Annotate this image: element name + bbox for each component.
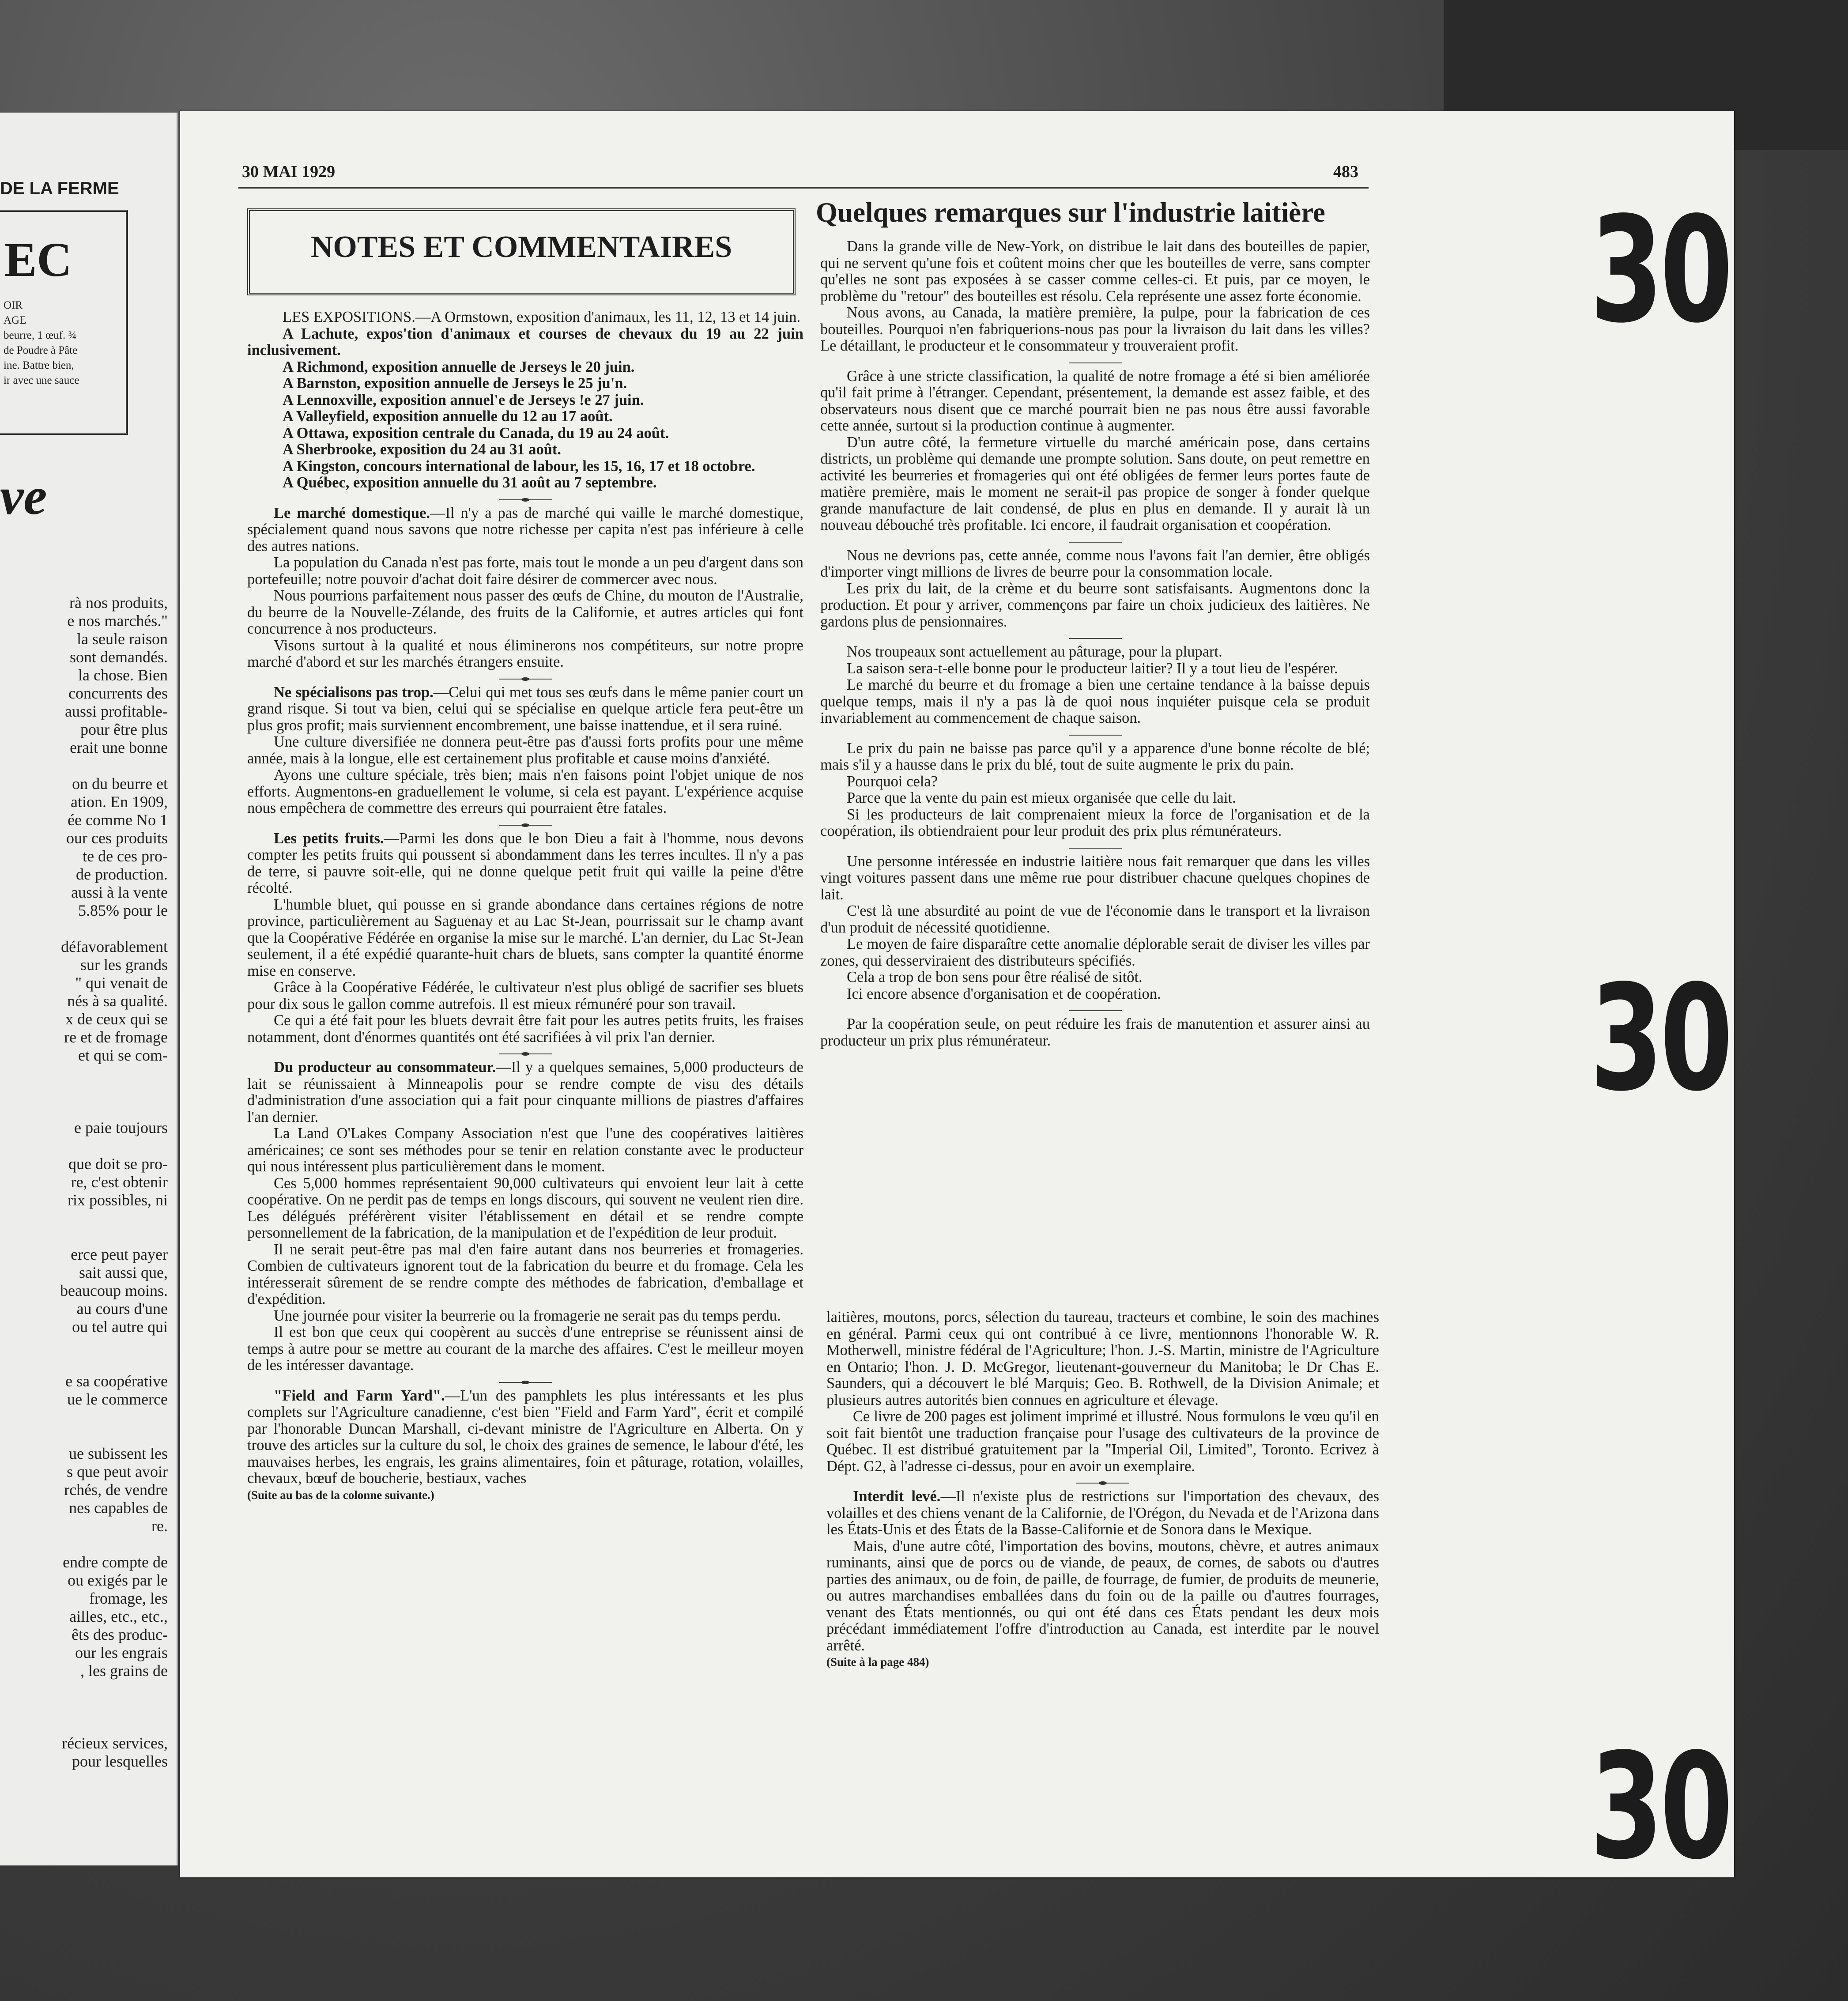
paragraph: —L'un des pamphlets les plus intéressants et les plus complets sur l'Agriculture canadienne, c'est bien "Field and Farm Yard", écrit et compilé par l'honorable Duncan Marshall, ci-devant ministre de l'Agriculture en Alberta. On y trouve des articles sur la culture du sol, le choix des graines de semence, le labour d'été, les mauvaises herbes, les engrais, les grains alimentaires, foin et pâturage, rotation, volailles, chevaux, bœuf de boucherie, bestiaux, vaches [247,1387,803,1487]
recipe-line: ir avec une sauce [4,374,79,386]
column-continuation [826,1309,1379,1671]
exhibition-item: A Ottawa, exposition centrale du Canada, du 19 au 24 août. [283,424,669,442]
paragraph: La saison sera-t-elle bonne pour le producteur laitier? Il y a tout lieu de l'espérer. [847,660,1338,677]
paragraph: —Celui qui met tous ses œufs dans le même panier court un grand risque. Si tout va bien, celui qui se spécialise en quelque article fera peut-être un plus gros profit; mais surviennent encombrement, une baisse inattendue, et il sera ruiné. [247,683,803,734]
paragraph: Cela a trop de bon sens pour être réalisé de sitôt. [847,969,1143,985]
paragraph: Visons surtout à la qualité et nous éliminerons nos compétiteurs, sur notre propre marché d'abord et sur les marchés étrangers ensuite. [247,637,803,670]
column-laitiere [820,238,1370,1049]
text-fragment: la chose. Bien [78,666,168,684]
separator [1069,542,1122,543]
text-fragment: e sa coopérative [65,1372,168,1390]
text-fragment: que doit se pro- [68,1155,168,1173]
text-fragment: nes capables de [69,1499,168,1517]
notes-title-box [247,208,796,295]
left-page-column [0,594,168,1771]
paragraph: La Land O'Lakes Company Association n'est que l'une des coopératives laitières américaines; ce sont ses méthodes pour se tenir en relation constante avec le producteur qui nous intéressent plus particulièrement dans le moment. [247,1125,803,1175]
text-fragment [0,920,168,938]
text-fragment [0,1716,168,1734]
text-fragment [0,757,168,775]
paragraph: Une culture diversifiée ne donnera peut-être pas d'aussi forts profits pour une même année, mais à la longue, elle est certainement plus profitable et cause moins d'anxiété. [247,733,803,767]
exhibition-item: A Sherbrooke, exposition du 24 au 31 août. [283,441,562,458]
article-petits-fruits [247,831,803,1046]
article-marche-domestique [247,505,803,671]
separator [1069,848,1122,849]
article-producteur [247,1059,803,1374]
paragraph: —Il y a quelques semaines, 5,000 producteurs de lait se réunissaient à Minneapolis pour se rendre compte de visu des détails d'administration d'une association qui a fait pour cinquante millions de piastres d'affaires l'an dernier. [247,1059,803,1125]
text-fragment [0,1137,168,1155]
continuation-note: (Suite à la page 484) [826,1655,929,1669]
exhibition-item: A Lachute, expos'tion d'animaux et courses de chevaux du 19 au 22 juin inclusivement. [247,325,803,359]
text-fragment: fromage, les [89,1589,168,1607]
text-fragment: " qui venait de [75,974,168,992]
text-fragment: et qui se com- [78,1046,168,1064]
text-fragment: re et de fromage [64,1028,168,1046]
paragraph: Une journée pour visiter la beurrerie ou la fromagerie ne serait pas du temps perdu. [274,1307,781,1324]
text-fragment: re, c'est obtenir [71,1173,168,1191]
paragraph: Dans la grande ville de New-York, on distribue le lait dans des bouteilles de papier, qui ne servent qu'une fois et coûtent moins cher que les bouteilles de verre, sans compter qu'elles ne sont pas exposées à se casser comme celles-ci. Et puis, par ce moyen, le problème du "retour" des bouteilles est résolu. Cela représente une assez forte économie. [820,238,1370,305]
exhibition-item: A Lennoxville, exposition annuel'e de Jerseys !e 27 juin. [283,391,644,408]
separator [1069,735,1122,736]
text-fragment: défavorablement [61,938,168,955]
paragraph: Le prix du pain ne baisse pas parce qu'il y a apparence d'une bonne récolte de blé; mais s'il y a hausse dans le prix du blé, tout de suite augmente le prix du pain. [820,740,1370,773]
text-fragment: rix possibles, ni [67,1191,168,1209]
text-fragment: sont demandés. [70,648,168,666]
article-title: Ne spécialisons pas trop. [274,683,434,701]
text-fragment: ue subissent les [69,1445,168,1462]
exhibition-item: A Valleyfield, exposition annuelle du 12 au 17 août. [283,408,613,425]
text-fragment [0,1227,168,1246]
paragraph: C'est là une absurdité au point de vue de l'économie dans le transport et la livraison d'un produit de nécessité quotidienne. [820,902,1370,936]
text-fragment: aussi à la vente [71,883,168,901]
column-notes [247,309,803,1503]
recipe-line: AGE [4,314,26,326]
text-fragment: ation. En 1909, [71,793,168,811]
paragraph: Les prix du lait, de la crème et du beurre sont satisfaisants. Augmentons donc la production. Et pour y arriver, commençons par faire un choix judicieux des laitières. Ne gardons plus de pensionnaires. [820,580,1370,630]
article-headline: Quelques remarques sur l'industrie laitière [816,197,1325,228]
paragraph: —Il n'y a pas de marché qui vaille le marché domestique, spécialement quand nous savons que notre richesse per capita n'est pas inférieure à celle des autres nations. [247,504,803,555]
continuation-note: (Suite au bas de la colonne suivante.) [247,1488,434,1502]
section-title: NOTES ET COMMENTAIRES [310,230,732,264]
separator [499,1382,552,1383]
text-fragment [0,1209,168,1227]
text-fragment: re. [151,1517,168,1535]
frame-number: 30 [1590,185,1730,355]
paragraph: Ayons une culture spéciale, très bien; mais n'en faisons point l'objet unique de nos efforts. Augmentons-en graduellement le volume, si cela est payant. L'expérience acquise nous empêchera de commettre des erreurs qui pourraient être fatales. [247,766,803,816]
text-fragment: pour lesquelles [72,1752,168,1770]
text-fragment: la seule raison [77,630,168,648]
article-title: Le marché domestique. [274,504,430,521]
exhibitions-list [247,309,803,491]
text-fragment [0,1698,168,1716]
exhibition-item: A Québec, exposition annuelle du 31 août au 7 septembre. [283,474,657,491]
paragraph: Le marché du beurre et du fromage a bien une certaine tendance à la baisse depuis quelque temps, mais il n'y a pas là de quoi nous inquiéter puisque cela se produit invariablement au commencement de chaque saison. [820,676,1370,726]
paragraph: Nous ne devrions pas, cette année, comme nous l'avons fait l'an dernier, être obligés d'importer vingt millions de livres de beurre pour la consommation locale. [820,547,1370,580]
text-fragment: x de ceux qui se [65,1010,168,1028]
paragraph: Grâce à la Coopérative Fédérée, le cultivateur n'est plus obligé de sacrifier ses bluets pour dix sous le gallon comme autrefois. Il est mieux rémunéré pour son travail. [247,979,803,1012]
text-fragment: our les engrais [75,1644,168,1661]
paragraph: Il est bon que ceux qui coopèrent au succès d'une entreprise se réunissent ainsi de temps à autre pour se mettre au courant de la marche des affaires. C'est le meilleur moyen de les intéresser davantage. [247,1324,803,1374]
text-fragment: e paie toujours [74,1119,168,1136]
separator [1069,638,1122,639]
paragraph: Par la coopération seule, on peut réduire les frais de manutention et assurer ainsi au producteur un prix plus rémunérateur. [820,1016,1370,1049]
text-fragment [0,1408,168,1427]
text-fragment: 5.85% pour le [78,902,168,919]
text-fragment: récieux services, [62,1734,168,1752]
text-fragment [0,1680,168,1698]
text-fragment: e nos marchés." [67,612,168,630]
paragraph: Grâce à une stricte classification, la qualité de notre fromage a été si bien améliorée qu'il fait prime à l'étranger. Cependant, présentement, la demande est assez faible, et des observateurs nous disent que ce marché pourrait bien ne pas nous être aussi favorable cette année, surtout si la production continue à augmenter. [820,367,1370,434]
article-title: Du producteur au consommateur. [274,1059,496,1076]
text-fragment: au cours d'une [76,1300,168,1318]
separator [1069,362,1122,364]
text-fragment: s que peut avoir [67,1463,168,1480]
text-fragment: ou tel autre qui [72,1318,168,1336]
exhibition-item: A Richmond, exposition annuelle de Jerseys le 20 juin. [283,358,635,375]
text-fragment [0,1101,168,1119]
text-fragment [0,1535,168,1553]
paragraph: La population du Canada n'est pas forte, mais tout le monde a un peu d'argent dans son portefeuille; notre pouvoir d'achat doit faire désirer de commercer avec nous. [247,554,803,588]
recipe-line: ine. Battre bien, [4,359,74,371]
paragraph: Ce qui a été fait pour les bluets devrait être fait pour les autres petits fruits, les fraises notamment, dont d'énormes quantités ont été sacrifiées à vil prix l'an dernier. [247,1012,803,1046]
article-specialisons [247,684,803,817]
article-title: Les petits fruits. [274,830,384,847]
recipe-line: beurre, 1 œuf. ¾ [4,329,77,341]
left-page-fragment [0,113,178,1865]
text-fragment [0,1354,168,1372]
text-fragment: pour être plus [80,721,168,738]
page-date: 30 MAI 1929 [242,162,336,181]
article-title: Interdit levé. [853,1488,941,1505]
text-fragment [0,1427,168,1445]
separator [499,499,552,501]
separator [1069,1010,1122,1012]
text-fragment: rà nos produits, [69,594,168,612]
text-fragment: ue le commerce [67,1390,168,1408]
frame-number: 30 [1590,1722,1730,1892]
paragraph: Ce livre de 200 pages est joliment imprimé et illustré. Nous formulons le vœu qu'il en soit fait bientôt une traduction française pour l'usage des cultivateurs de la province de Québec. Il est distribué gratuitement par la "Imperial Oil, Limited", Toronto. Ecrivez à Dépt. G2, à l'adresse ci-dessus, pour en avoir un exemplaire. [826,1408,1379,1475]
text-fragment: te de ces pro- [83,847,168,865]
separator [499,825,552,826]
separator [499,1053,552,1055]
paragraph: Nos troupeaux sont actuellement au pâturage, pour la plupart. [847,643,1222,660]
exhibition-item: A Kingston, concours international de labour, les 15, 16, 17 et 18 octobre. [283,457,755,475]
text-fragment: ée comme No 1 [68,811,168,829]
text-fragment: nés à sa qualité. [67,992,168,1010]
left-page-headline: ve [0,467,47,525]
text-fragment: beaucoup moins. [60,1282,168,1299]
text-fragment: concurrents des [68,684,168,702]
text-fragment: aussi profitable- [65,702,168,720]
paragraph: Parce que la vente du pain est mieux organisée que celle du lait. [847,789,1236,806]
paragraph: Nous avons, au Canada, la matière première, la pulpe, pour la fabrication de ces bouteilles. Pourquoi n'en fabriquerions-nous pas pour la livraison du lait dans les villes? Le détaillant, le producteur et le consommateur y trouveraient profit. [820,304,1370,354]
paragraph: —Parmi les dons que le bon Dieu a fait à l'homme, nous devons compter les petits fruits qui poussent si abondamment dans les terres incultes. Il n'y a pas de terre, si pauvre soit-elle, qui ne donne quelque petit fruit qui vaille la peine d'être récolté. [247,830,803,896]
text-fragment: de production. [76,865,168,883]
separator [1076,1483,1129,1484]
text-fragment: , les grains de [80,1662,168,1680]
text-fragment: ailles, etc., etc., [69,1608,168,1625]
text-fragment: endre compte de [63,1553,168,1571]
paragraph: Une personne intéressée en industrie laitière nous fait remarquer que dans les villes vingt voitures passent dans une même rue pour distribuer chacune quelques chopines de lait. [820,853,1370,903]
paragraph: Nous pourrions parfaitement nous passer des œufs de Chine, du mouton de l'Australie, du beurre de la Nouvelle-Zélande, des fruits de la Californie, et autres articles qui font concurrence à nos producteurs. [247,587,803,637]
paragraph: L'humble bluet, qui pousse en si grande abondance dans certaines régions de notre province, particulièrement au Saguenay et au Lac St-Jean, pourrissait sur le champ avant que la Coopérative Fédérée en organise la mise sur le marché. L'an dernier, du Lac St-Jean seulement, il a été expédié quarante-huit chars de bluets, sans compter la quantité énorme mise en conserve. [247,896,803,979]
text-fragment: sait aussi que, [79,1264,168,1281]
paragraph: Le moyen de faire disparaître cette anomalie déplorable serait de diviser les villes par zones, qui desserviraient des distributeurs spécifiés. [820,936,1370,969]
paragraph: —Il n'existe plus de restrictions sur l'importation des chevaux, des volailles et des chiens venant de la Californie, de l'Orégon, du Nevada et de l'Arizona dans les États-Unis et des États de la Basse-Californie et de Sonora dans le Mexique. [826,1488,1379,1538]
text-fragment: rchés, de vendre [64,1481,168,1499]
text-fragment: our ces produits [66,829,168,847]
text-fragment: erait une bonne [70,739,168,756]
paragraph: laitières, moutons, porcs, sélection du taureau, tracteurs et combine, le soin des machines en général. Parmi ceux qui ont contribué à ce livre, mentionnons l'honorable W. R. Motherwell, ministre fédéral de l'Agriculture; l'hon. J.-S. Martin, ministre de l'Agriculture en Ontario; l'hon. J. D. McGregor, lieutenant-gouverneur du Manitoba; le Dr Chas E. Saunders, qui a découvert le blé Marquis; Geo. B. Rothwell, de la Division Animale; et plusieurs autres autorités bien connues en agriculture et élevage. [826,1309,1379,1408]
page-number: 483 [1333,162,1358,181]
text-fragment [0,1336,168,1354]
recipe-line: OIR [4,299,23,311]
exhibition-item: A Barnston, exposition annuelle de Jerseys le 25 ju'n. [283,375,627,392]
text-fragment: erce peut payer [71,1246,168,1263]
paragraph: Il ne serait peut-être pas mal d'en faire autant dans nos beurreries et fromageries. Combien de cultivateurs ignorent tout de la fabrication du beurre et du fromage. Cela les intéresserait sûrement de se rendre compte des méthodes de fabrication, d'emballage et d'expédition. [247,1241,803,1307]
exhibition-item: LES EXPOSITIONS.—A Ormstown, exposition d'animaux, les 11, 12, 13 et 14 juin. [283,309,801,325]
text-fragment [0,1083,168,1101]
separator [499,679,552,680]
text-fragment: ou exigés par le [68,1571,168,1589]
paragraph: Mais, d'une autre côté, l'importation des bovins, moutons, chèvre, et autres animaux ruminants, ainsi que de porcs ou de viande, de peaux, de cornes, de sabots ou d'autres parties des animaux, ou de foin, de paille, de fourrage, de fumier, de produits de meunerie, ou autres marchandises emballées dans du foin ou de la paille ou d'autres fourrages, venant des États mentionnés, ou qui ont été dans ces États pendant les deux mois précédant immédiatement l'offre d'introduction au Canada, est interdite par le nouvel arrêté. [826,1537,1379,1654]
paragraph: Pourquoi cela? [847,773,938,790]
article-title: "Field and Farm Yard". [274,1387,445,1404]
text-fragment: sur les grands [80,956,168,974]
recipe-box-title: EC [4,233,72,287]
text-fragment: êts des produc- [72,1626,168,1643]
recipe-line: de Poudre à Pâte [4,344,78,356]
text-fragment: on du beurre et [72,775,168,793]
recipe-box-text [4,298,79,388]
paragraph: Ici encore absence d'organisation et de coopération. [847,985,1161,1002]
article-field-farm-yard [247,1388,803,1504]
header-rule [238,187,1369,189]
paragraph: Ces 5,000 hommes représentaient 90,000 cultivateurs qui envoient leur lait à cette coopérative. On ne perdit pas de temps en longs discours, qui souvent ne veulent rien dire. Les délégués préférèrent visiter l'établissement en détail et se rendre compte personnellement de la fabrication, de la manipulation et de l'expédition de leur produit. [247,1174,803,1241]
frame-number: 30 [1590,954,1730,1123]
text-fragment [0,1065,168,1083]
paragraph: Si les producteurs de lait comprenaient mieux la force de l'organisation et de la coopération, ils obtiendraient pour leur produit des prix plus rémunérateurs. [820,806,1370,839]
paragraph: D'un autre côté, la fermeture virtuelle du marché américain pose, dans certains districts, un problème qui demande une prompte solution. Sans doute, on peut remettre en activité les beurreries et fromageries qui ont été obligées de fermer leurs portes faute de matière première, mais le moment ne serait-il pas propice de songer à fonder quelque grande manufacture de lait condensé, de plus en plus en demande. Il y aurait là un nouveau débouché très profitable. Ici encore, il faudrait organisation et coopération. [820,434,1370,533]
left-page-header: DE LA FERME [0,179,119,198]
